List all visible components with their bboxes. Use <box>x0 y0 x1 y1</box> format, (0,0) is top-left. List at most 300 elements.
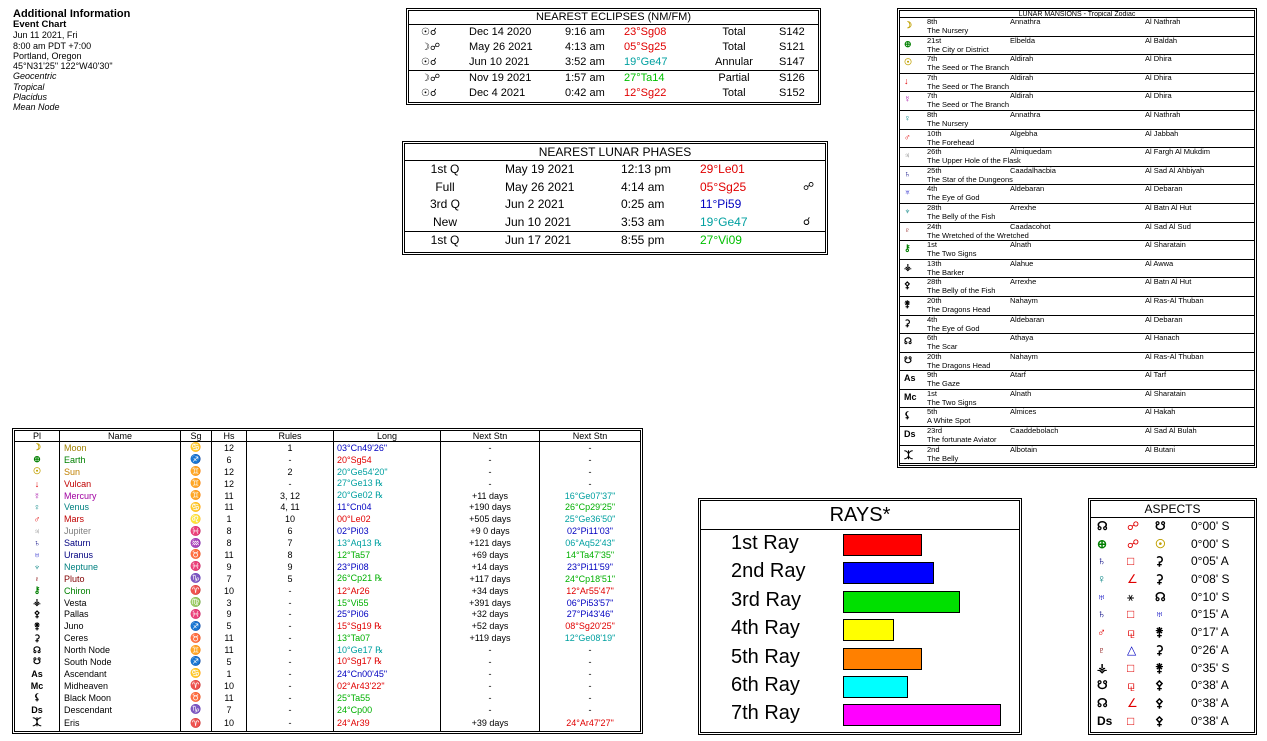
eclipse-position: 27°Ta14 <box>624 72 665 84</box>
phase-row <box>405 161 825 179</box>
planet-next-station-days: - <box>441 692 540 704</box>
planet-row <box>15 573 640 585</box>
col-planet: Pl <box>15 431 60 442</box>
nearest-eclipses-panel <box>408 10 819 103</box>
mansion-description: The Nursery <box>927 118 969 128</box>
aspect-planet1-icon: ♀ <box>1097 572 1106 587</box>
mansion-number: 13th <box>927 258 942 268</box>
planet-next-station-days: +34 days <box>441 585 540 597</box>
mansion-planet-icon: ☿ <box>904 94 911 105</box>
planet-longitude: 13°Aq13 ℞ <box>334 537 441 549</box>
planet-rules: - <box>247 478 334 490</box>
eclipse-row <box>409 86 818 101</box>
planet-longitude: 20°Sg54 <box>334 454 441 466</box>
aspect-planet2-icon: ♅ <box>1155 607 1164 622</box>
sign-glyph-icon: ♊ <box>181 490 212 502</box>
mansion-description: The Two Signs <box>927 397 977 407</box>
planet-glyph-icon: ♆ <box>15 561 60 573</box>
aspect-row <box>1091 660 1254 678</box>
planet-next-station-position: 08°Sg20'25" <box>565 621 615 632</box>
aspect-type-icon: □ <box>1127 713 1135 728</box>
aspect-type-icon: ☍ <box>1127 519 1140 533</box>
phase-position: 19°Ge47 <box>700 214 748 229</box>
col-name: Name <box>60 431 181 442</box>
phase-time: 3:53 am <box>621 214 665 229</box>
planet-name: Midheaven <box>60 680 181 692</box>
mansion-number: 7th <box>927 72 938 82</box>
mansion-planet-icon: ⚸ <box>904 410 911 421</box>
mansion-number: 28th <box>927 202 942 212</box>
planet-longitude: 10°Sg17 ℞ <box>334 656 441 668</box>
aspect-row <box>1091 589 1254 607</box>
planet-row <box>15 549 640 561</box>
planet-glyph-icon: As <box>15 668 60 680</box>
aspect-planet2-icon: ⚳ <box>1155 642 1164 657</box>
aspect-orb: 0°26' A <box>1191 642 1229 657</box>
mansion-planet-icon: ⊕ <box>904 38 912 49</box>
planet-next-station-days: +14 days <box>441 561 540 573</box>
mansion-description: The Belly <box>927 453 959 463</box>
phase-time: 4:14 am <box>621 179 665 194</box>
aspect-planet1-icon: ☊ <box>1097 695 1108 710</box>
planet-name: Eris <box>60 715 181 731</box>
planet-next-station-position: - <box>588 454 592 465</box>
planet-name: Moon <box>60 442 181 454</box>
planet-name: Uranus <box>60 549 181 561</box>
planet-row <box>15 632 640 644</box>
aspect-planet2-icon: ⚴ <box>1155 678 1164 693</box>
planet-row <box>15 715 640 731</box>
aspect-planet1-icon: ♄ <box>1097 607 1106 622</box>
eclipse-saros: S142 <box>779 26 805 38</box>
planet-name: Pluto <box>60 573 181 585</box>
mansion-number: 28th <box>927 277 942 287</box>
planet-rules: - <box>247 585 334 597</box>
planet-house: 12 <box>212 478 247 490</box>
planet-glyph-icon: ⯰ <box>15 715 60 731</box>
eclipse-date: Dec 4 2021 <box>469 87 526 99</box>
planet-next-station-days: - <box>441 466 540 478</box>
planet-next-station-position: - <box>588 478 592 489</box>
planet-house: 11 <box>212 644 247 656</box>
aspect-orb: 0°00' S <box>1191 519 1230 533</box>
mansion-arabic-name: Al Dhira <box>1145 72 1172 82</box>
planet-next-station-days: - <box>441 668 540 680</box>
planet-next-station-days: +32 days <box>441 608 540 620</box>
planet-name: Juno <box>60 620 181 632</box>
mansion-description: The Eye of God <box>927 323 980 333</box>
mansion-description: The Wretched of the Wretched <box>927 230 1029 240</box>
eclipse-row <box>409 70 818 86</box>
planet-glyph-icon: ♇ <box>15 573 60 585</box>
mansion-arabic-name: Al Nathrah <box>1145 109 1181 119</box>
planet-name: Ascendant <box>60 668 181 680</box>
planet-row <box>15 597 640 609</box>
eclipses-title: NEAREST ECLIPSES (NM/FM) <box>409 11 818 25</box>
planet-row <box>15 561 640 573</box>
planet-next-station-position: - <box>588 704 592 715</box>
mansion-description: The fortunate Aviator <box>927 435 997 445</box>
planet-next-station-days: - <box>441 656 540 668</box>
mansion-row <box>900 408 1254 427</box>
mansion-row <box>900 55 1254 74</box>
aspect-planet1-icon: ♄ <box>1097 554 1106 569</box>
planet-longitude: 27°Ge13 ℞ <box>334 478 441 490</box>
planet-longitude: 10°Ge17 ℞ <box>334 644 441 656</box>
mansion-name: Nahaym <box>1010 351 1038 361</box>
eclipse-row <box>409 25 818 40</box>
mansion-name: Aldebaran <box>1010 184 1045 194</box>
mansion-number: 9th <box>927 370 938 380</box>
planet-next-station-days: - <box>441 644 540 656</box>
ray-label: 1st Ray <box>731 532 799 554</box>
ray-row <box>701 558 1019 586</box>
mansion-name: Athaya <box>1010 333 1034 343</box>
mansion-planet-icon: ⚶ <box>904 261 912 272</box>
phase-position: 11°Pi59 <box>700 197 742 211</box>
sign-glyph-icon: ♋ <box>181 668 212 680</box>
ray-bar <box>843 704 1001 726</box>
planet-longitude: 20°Ge54'20" <box>334 466 441 478</box>
mansion-name: Almices <box>1010 407 1037 417</box>
planet-glyph-icon: ☋ <box>15 656 60 668</box>
mansion-name: Albotain <box>1010 444 1038 454</box>
mansion-row <box>900 204 1254 223</box>
phase-mark-icon: ☍ <box>803 180 815 193</box>
chart-type: Event Chart <box>13 19 67 30</box>
planet-rules: - <box>247 680 334 692</box>
planet-next-station-days: +52 days <box>441 620 540 632</box>
planet-longitude: 02°Ar43'22" <box>334 680 441 692</box>
mansion-row <box>900 260 1254 279</box>
mansion-description: The Seed or The Branch <box>927 100 1009 110</box>
planet-next-station-position: - <box>588 692 592 703</box>
ray-row <box>701 644 1019 672</box>
planet-longitude: 00°Le02 <box>334 513 441 525</box>
mansion-number: 21st <box>927 35 942 45</box>
planet-name: Neptune <box>60 561 181 573</box>
planet-glyph-icon: Ds <box>15 704 60 716</box>
eclipse-glyph-icon: ☽☍ <box>421 73 441 84</box>
setting-node: Mean Node <box>13 102 60 113</box>
planet-rules: - <box>247 715 334 731</box>
eclipse-time: 3:52 am <box>565 56 605 68</box>
mansion-name: Caadacohot <box>1010 221 1051 231</box>
planet-glyph-icon: ⚸ <box>15 692 60 704</box>
aspect-planet1-icon: ♇ <box>1097 642 1106 657</box>
sign-glyph-icon: ♈ <box>181 585 212 597</box>
planet-glyph-icon: ♅ <box>15 549 60 561</box>
mansion-name: Aldirah <box>1010 72 1034 82</box>
planet-name: Mercury <box>60 490 181 502</box>
aspect-planet1-icon: ♂ <box>1097 625 1106 640</box>
mansion-number: 6th <box>927 333 938 343</box>
planet-row <box>15 442 640 454</box>
mansion-planet-icon: ☽ <box>904 20 913 30</box>
planet-name: Vesta <box>60 597 181 609</box>
eclipse-glyph-icon: ☉☌ <box>421 88 437 99</box>
eclipse-position: 05°Sg25 <box>624 41 667 53</box>
aspect-row <box>1091 677 1254 695</box>
planet-name: North Node <box>60 644 181 656</box>
aspect-orb: 0°08' S <box>1191 572 1230 587</box>
mansion-row <box>900 223 1254 242</box>
info-title: Additional Information <box>13 8 131 20</box>
planet-row <box>15 525 640 537</box>
planet-row <box>15 501 640 513</box>
setting-house-system: Placidus <box>13 92 48 103</box>
planet-house: 11 <box>212 692 247 704</box>
planet-longitude: 24°Cp00 <box>334 704 441 716</box>
mansion-number: 5th <box>927 407 938 417</box>
eclipse-glyph-icon: ☽☍ <box>421 42 441 53</box>
sign-glyph-icon: ♐ <box>181 620 212 632</box>
mansion-planet-icon: ⯰ <box>904 449 914 460</box>
mansion-number: 25th <box>927 165 942 175</box>
planet-house: 11 <box>212 501 247 513</box>
mansion-planet-icon: ⚷ <box>904 243 911 254</box>
planet-next-station-position: - <box>588 668 592 679</box>
planet-next-station-position: 16°Ge07'37" <box>564 490 616 501</box>
planet-rules: - <box>247 668 334 680</box>
mansion-planet-icon: ♂ <box>904 131 911 142</box>
planet-next-station-position: 12°Ar55'47" <box>566 585 614 596</box>
mansion-planet-icon: ☋ <box>904 354 912 365</box>
mansion-arabic-name: Al Tarf <box>1145 370 1167 380</box>
planet-next-station-days: - <box>441 454 540 466</box>
planet-next-station-position: - <box>588 656 592 667</box>
eclipse-row <box>409 55 818 70</box>
mansion-description: The Eye of God <box>927 193 980 203</box>
phase-row <box>405 231 825 250</box>
planet-name: Pallas <box>60 608 181 620</box>
planet-next-station-days: +190 days <box>441 501 540 513</box>
planet-next-station-days: +121 days <box>441 537 540 549</box>
planet-name: Vulcan <box>60 478 181 490</box>
mansion-name: Elbelda <box>1010 35 1036 45</box>
aspect-row <box>1091 642 1254 660</box>
planet-rules: - <box>247 692 334 704</box>
mansion-row <box>900 446 1254 465</box>
planet-rules: 9 <box>247 561 334 573</box>
planet-next-station-position: 27°Pi43'46" <box>566 609 614 620</box>
col-sign: Sg <box>181 431 212 442</box>
mansion-number: 20th <box>927 295 942 305</box>
aspect-type-icon: △ <box>1127 642 1137 657</box>
planet-next-station-position: - <box>588 680 592 691</box>
phase-time: 12:13 pm <box>621 162 672 176</box>
ray-label: 6th Ray <box>731 673 800 696</box>
planet-house: 7 <box>212 573 247 585</box>
mansion-description: The Dragons Head <box>927 304 991 314</box>
event-time: 8:00 am PDT +7:00 <box>13 40 92 51</box>
planet-glyph-icon: ♃ <box>15 525 60 537</box>
phase-time: 8:55 pm <box>621 233 665 247</box>
phase-date: Jun 10 2021 <box>505 214 572 229</box>
planet-glyph-icon: Mc <box>15 680 60 692</box>
setting-zodiac-view: Geocentric <box>13 71 57 82</box>
mansion-description: The Star of the Dungeons <box>927 174 1013 184</box>
planet-next-station-days: - <box>441 478 540 490</box>
mansion-number: 1st <box>927 388 938 398</box>
planet-house: 8 <box>212 537 247 549</box>
aspect-planet2-icon: ⚵ <box>1155 625 1164 640</box>
planet-rules: - <box>247 597 334 609</box>
aspect-orb: 0°10' S <box>1191 589 1230 604</box>
mansion-planet-icon: ⚴ <box>904 280 911 291</box>
mansion-name: Algebha <box>1010 128 1038 138</box>
mansion-name: Annathra <box>1010 17 1041 26</box>
planet-row <box>15 478 640 490</box>
planet-next-station-days: +11 days <box>441 490 540 502</box>
planet-rules: 6 <box>247 525 334 537</box>
mansion-row <box>900 390 1254 409</box>
ray-bar <box>843 648 922 670</box>
ray-bar <box>843 562 934 584</box>
mansion-row <box>900 334 1254 353</box>
planet-rules: - <box>247 704 334 716</box>
mansion-name: Aldebaran <box>1010 314 1045 324</box>
mansion-arabic-name: Al Sad Al Ahbiyah <box>1145 165 1205 175</box>
phase-row <box>405 179 825 197</box>
nearest-lunar-phases-panel <box>404 143 826 253</box>
rays-panel <box>700 500 1020 733</box>
planet-house: 5 <box>212 620 247 632</box>
planet-next-station-position: 06°Aq52'43" <box>565 538 615 549</box>
eclipse-kind: Total <box>722 87 746 99</box>
aspect-row <box>1091 606 1254 624</box>
mansion-arabic-name: Al Sad Al Sud <box>1145 221 1191 231</box>
planet-name: Ceres <box>60 632 181 644</box>
sign-glyph-icon: ♉ <box>181 632 212 644</box>
rays-title: RAYS* <box>701 501 1019 530</box>
mansion-number: 24th <box>927 221 942 231</box>
phase-name: Full <box>435 179 455 194</box>
planet-house: 1 <box>212 513 247 525</box>
mansion-row <box>900 167 1254 186</box>
ray-row <box>701 587 1019 615</box>
planet-row <box>15 692 640 704</box>
planet-house: 7 <box>212 704 247 716</box>
mansion-name: Alahue <box>1010 258 1034 268</box>
mansion-number: 7th <box>927 91 938 101</box>
mansion-row <box>900 316 1254 335</box>
lunar-mansions-panel <box>899 10 1255 466</box>
mansion-description: The Scar <box>927 342 958 352</box>
eclipse-saros: S152 <box>779 87 805 99</box>
mansion-row <box>900 278 1254 297</box>
planet-next-station-position: 14°Ta47'35" <box>565 549 615 560</box>
planet-house: 6 <box>212 454 247 466</box>
aspect-planet2-icon: ⚴ <box>1155 713 1164 728</box>
mansion-arabic-name: Al Ras-Al Thuban <box>1145 351 1204 361</box>
aspect-row <box>1091 518 1254 536</box>
mansion-arabic-name: Al Batn Al Hut <box>1145 202 1192 212</box>
aspect-planet2-icon: ⚴ <box>1155 695 1164 710</box>
mansion-arabic-name: Al Debaran <box>1145 314 1183 324</box>
mansion-arabic-name: Al Awwa <box>1145 258 1174 268</box>
sign-glyph-icon: ♑ <box>181 704 212 716</box>
planet-row <box>15 644 640 656</box>
aspect-row <box>1091 624 1254 642</box>
mansion-arabic-name: Al Debaran <box>1145 184 1183 194</box>
planet-glyph-icon: ⚴ <box>15 608 60 620</box>
mansion-name: Almiquedam <box>1010 147 1052 157</box>
sign-glyph-icon: ♊ <box>181 644 212 656</box>
mansion-number: 10th <box>927 128 942 138</box>
planet-row <box>15 490 640 502</box>
sign-glyph-icon: ♍ <box>181 597 212 609</box>
phases-title: NEAREST LUNAR PHASES <box>405 144 825 161</box>
mansion-number: 4th <box>927 184 938 194</box>
mansion-planet-icon: ♄ <box>904 168 911 179</box>
aspect-row <box>1091 713 1254 731</box>
phase-position: 29°Le01 <box>700 162 745 176</box>
ray-bar <box>843 619 894 641</box>
planet-longitude: 03°Cn49'26" <box>334 442 441 454</box>
mansion-planet-icon: ⚳ <box>904 317 911 328</box>
planet-house: 3 <box>212 597 247 609</box>
planet-house: 11 <box>212 632 247 644</box>
aspect-orb: 0°38' A <box>1191 678 1229 693</box>
aspect-row <box>1091 536 1254 554</box>
sign-glyph-icon: ♓ <box>181 525 212 537</box>
planet-longitude: 02°Pi03 <box>334 525 441 537</box>
mansion-number: 7th <box>927 54 938 64</box>
eclipse-position: 23°Sg08 <box>624 26 667 38</box>
eclipse-kind: Annular <box>715 56 753 68</box>
aspect-planet2-icon: ⚳ <box>1155 554 1164 569</box>
planet-rules: 4, 11 <box>247 501 334 513</box>
planet-next-station-days: +119 days <box>441 632 540 644</box>
planet-longitude: 23°Pi08 <box>334 561 441 573</box>
planet-next-station-days: +9 0 days <box>441 525 540 537</box>
planet-rules: - <box>247 454 334 466</box>
mansion-number: 2nd <box>927 444 940 454</box>
mansion-planet-icon: ♃ <box>904 150 911 161</box>
planet-next-station-days: - <box>441 442 540 454</box>
planet-rules: 1 <box>247 442 334 454</box>
planet-longitude: 13°Ta07 <box>334 632 441 644</box>
sign-glyph-icon: ♊ <box>181 478 212 490</box>
ray-label: 2nd Ray <box>731 560 806 583</box>
phase-time: 0:25 am <box>621 197 665 211</box>
planet-longitude: 11°Cn04 <box>334 501 441 513</box>
aspect-type-icon: □ <box>1127 607 1135 622</box>
planet-house: 1 <box>212 668 247 680</box>
mansion-arabic-name: Al Sharatain <box>1145 388 1186 398</box>
mansion-arabic-name: Al Butani <box>1145 444 1176 454</box>
mansion-name: Caadalhacbia <box>1010 165 1056 175</box>
sign-glyph-icon: ♋ <box>181 501 212 513</box>
col-house: Hs <box>212 431 247 442</box>
planet-name: Chiron <box>60 585 181 597</box>
planet-glyph-icon: ☊ <box>15 644 60 656</box>
mansion-row <box>900 371 1254 390</box>
sign-glyph-icon: ♓ <box>181 608 212 620</box>
mansion-row <box>900 185 1254 204</box>
aspects-title: ASPECTS <box>1091 501 1254 518</box>
aspect-orb: 0°38' A <box>1191 695 1229 710</box>
mansion-description: The Dragons Head <box>927 360 991 370</box>
mansions-title: LUNAR MANSIONS - Tropical Zodiac <box>900 11 1254 18</box>
mansion-arabic-name: Al Jabbah <box>1145 128 1179 138</box>
ray-label: 4th Ray <box>731 617 800 640</box>
planet-longitude: 20°Ge02 ℞ <box>334 490 441 502</box>
planet-name: South Node <box>60 656 181 668</box>
sign-glyph-icon: ♊ <box>181 466 212 478</box>
planet-next-station-days: +39 days <box>441 715 540 731</box>
